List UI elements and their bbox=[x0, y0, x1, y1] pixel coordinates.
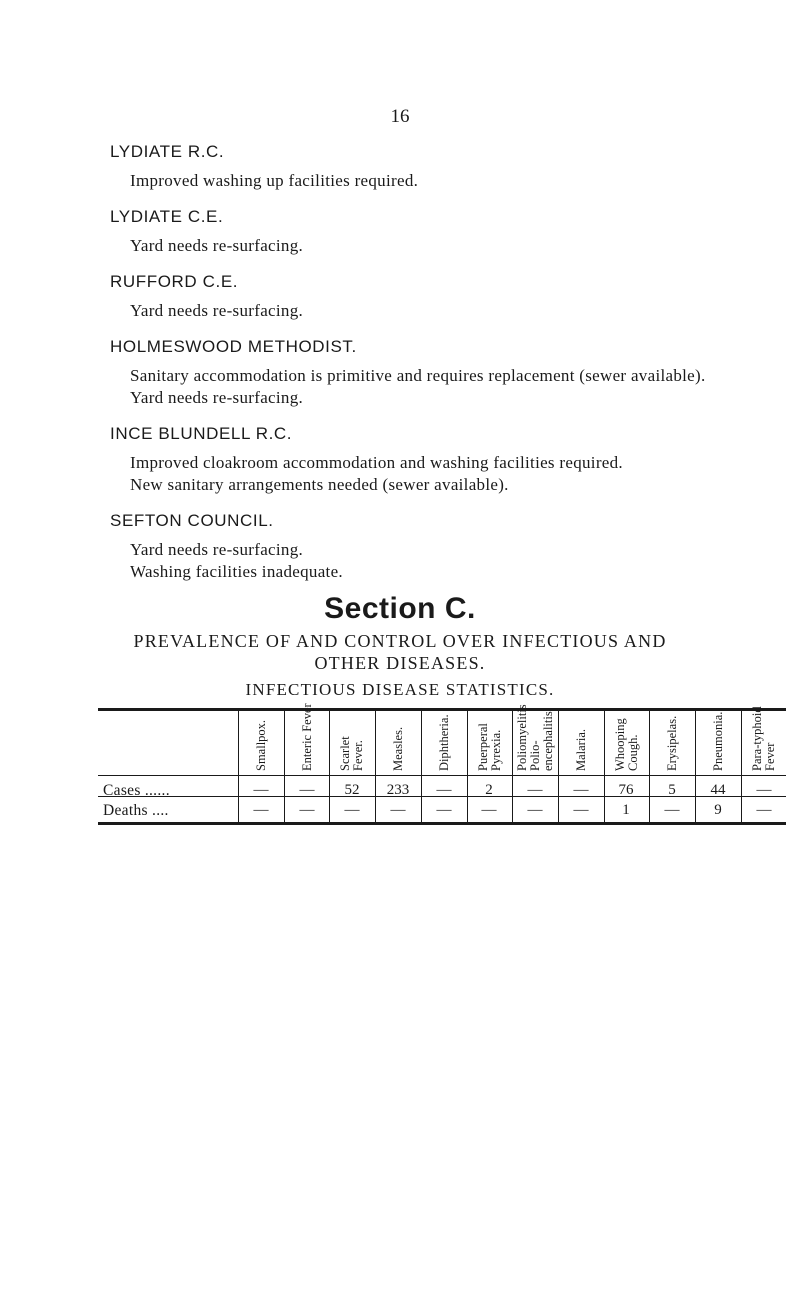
table-cell: — bbox=[481, 802, 497, 818]
table-column-divider bbox=[512, 776, 513, 822]
table-column-header bbox=[649, 711, 695, 775]
table-column-header bbox=[695, 711, 741, 775]
table-bottom-rule bbox=[98, 822, 786, 825]
table-cell: — bbox=[344, 802, 360, 818]
table-column-divider bbox=[421, 776, 422, 822]
table-column-divider bbox=[604, 776, 605, 822]
school-entry bbox=[110, 142, 790, 192]
column-header-label: Para-typhoid Fever bbox=[750, 706, 777, 771]
school-entry bbox=[110, 424, 790, 496]
column-header-label: Poliomyelitis Polio- encephalitis bbox=[514, 704, 555, 771]
school-entries bbox=[110, 142, 790, 598]
table-cell: 1 bbox=[622, 802, 630, 818]
table-column-header bbox=[375, 711, 421, 775]
section-title: Section C. bbox=[324, 592, 476, 625]
table-column-header bbox=[604, 711, 650, 775]
table-cell: — bbox=[664, 802, 680, 818]
school-note: Yard needs re-surfacing. bbox=[130, 236, 304, 255]
school-entry bbox=[110, 272, 790, 322]
column-header-label: Puerperal Pyrexia. bbox=[476, 723, 503, 771]
table-cell: — bbox=[573, 802, 589, 818]
section-subtitle bbox=[0, 630, 800, 674]
column-header-label: Enteric Fever bbox=[299, 703, 314, 771]
section-subtitle-line-2: OTHER DISEASES. bbox=[314, 653, 486, 673]
table-column-divider bbox=[238, 776, 239, 822]
column-header-label: Measles. bbox=[390, 726, 405, 771]
table-column-divider bbox=[467, 776, 468, 822]
table-column-header bbox=[329, 711, 375, 775]
school-note: Improved washing up facilities required. bbox=[130, 171, 419, 190]
school-note: Yard needs re-surfacing. bbox=[130, 540, 304, 559]
table-column-header bbox=[467, 711, 513, 775]
column-header-label: Erysipelas. bbox=[664, 715, 679, 771]
table-column-divider bbox=[329, 776, 330, 822]
school-entry bbox=[110, 511, 790, 583]
column-header-label: Smallpox. bbox=[253, 719, 268, 771]
page-number: 16 bbox=[390, 106, 410, 127]
column-header-label: Scarlet Fever. bbox=[338, 736, 365, 771]
school-name: RUFFORD C.E. bbox=[110, 272, 239, 291]
table-cell: — bbox=[527, 782, 543, 798]
table-cell: — bbox=[299, 782, 315, 798]
table-row-label: Deaths .... bbox=[103, 802, 169, 819]
school-note: Yard needs re-surfacing. bbox=[130, 301, 304, 320]
table-cell: 233 bbox=[386, 782, 410, 798]
school-name: LYDIATE C.E. bbox=[110, 207, 224, 226]
school-note: Washing facilities inadequate. bbox=[130, 562, 343, 581]
school-note: Yard needs re-surfacing. bbox=[130, 388, 304, 407]
table-cell: — bbox=[436, 802, 452, 818]
table-cell: — bbox=[299, 802, 315, 818]
section-subtitle-line-1: PREVALENCE OF AND CONTROL OVER INFECTIOUS AND bbox=[133, 631, 667, 651]
table-column-divider bbox=[695, 776, 696, 822]
column-header-label: Malaria. bbox=[573, 729, 588, 771]
school-note: New sanitary arrangements needed (sewer available). bbox=[130, 475, 509, 494]
table-column-divider bbox=[649, 776, 650, 822]
table-title: INFECTIOUS DISEASE STATISTICS. bbox=[245, 680, 555, 699]
column-header-label: Pneumonia. bbox=[710, 711, 725, 771]
table-cell: 44 bbox=[710, 782, 726, 798]
school-name: SEFTON COUNCIL. bbox=[110, 511, 274, 530]
table-row-label: Cases ...... bbox=[103, 782, 170, 799]
table-header-rule bbox=[98, 775, 786, 776]
table-cell: — bbox=[756, 782, 772, 798]
table-cell: — bbox=[527, 802, 543, 818]
table-column-divider bbox=[558, 776, 559, 822]
table-column-header bbox=[238, 711, 284, 775]
table-cell: — bbox=[436, 782, 452, 798]
school-note: Improved cloakroom accommodation and washing facilities required. bbox=[130, 453, 623, 472]
table-cell: 5 bbox=[668, 782, 676, 798]
school-entry bbox=[110, 207, 790, 257]
table-column-header bbox=[558, 711, 604, 775]
table-cell: — bbox=[253, 782, 269, 798]
table-cell: 52 bbox=[344, 782, 360, 798]
table-column-header bbox=[284, 703, 330, 775]
table-column-header bbox=[741, 706, 787, 775]
table-column-header bbox=[512, 704, 558, 775]
school-note: Sanitary accommodation is primitive and requires replacement (sewer available). bbox=[130, 366, 706, 385]
table-column-divider bbox=[284, 776, 285, 822]
table-column-divider bbox=[375, 776, 376, 822]
column-header-label: Diphtheria. bbox=[436, 714, 451, 771]
school-name: LYDIATE R.C. bbox=[110, 142, 225, 161]
table-cell: 2 bbox=[485, 782, 493, 798]
table-cell: 9 bbox=[714, 802, 722, 818]
table-column-header bbox=[421, 711, 467, 775]
school-entry bbox=[110, 337, 790, 409]
table-cell: — bbox=[253, 802, 269, 818]
table-cell: — bbox=[390, 802, 406, 818]
school-name: HOLMESWOOD METHODIST. bbox=[110, 337, 357, 356]
table-cell: 76 bbox=[618, 782, 634, 798]
table-cell: — bbox=[756, 802, 772, 818]
table-column-divider bbox=[741, 776, 742, 822]
column-header-label: Whooping Cough. bbox=[613, 718, 640, 771]
table-cell: — bbox=[573, 782, 589, 798]
school-name: INCE BLUNDELL R.C. bbox=[110, 424, 293, 443]
